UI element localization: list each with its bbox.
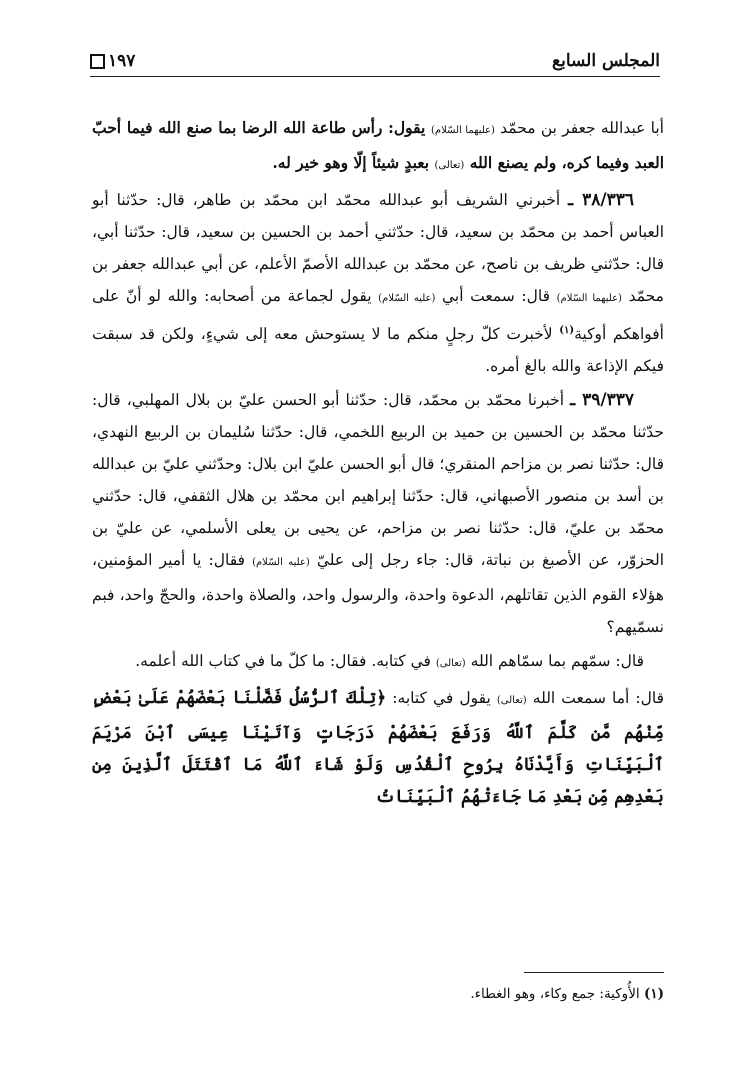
footnote-marker: (١) (643, 986, 664, 1002)
hadith-337: ٣٩/٣٣٧ ـ أخبرنا محمّد بن محمّد، قال: حدّثنا أبو الحسن عليّ بن بلال المهلبي، قال: حدّثنا محمّد بن الحسين بن حميد بن الربيع اللخمي، قال: حدّثنا سُليمان بن الربيع النهدي، قال: حدّثنا نصر بن مزاحم المنقري؛ قال أبو الحسن عليّ ابن بلال: وحدّثني عليّ بن عبدالله بن أسد بن منصور الأصبهاني، قال: حدّثنا إبراهيم ابن محمّد بن هلال الثقفي، قال: حدّثني محمّد بن عليّ، قال: حدّثنا نصر بن مزاحم، عن يحيى بن يعلى الأسلمي، عن عليّ بن الحزوّر، عن الأصبغ بن نباتة، قال: جاء رجل إلى عليّ (عليه السّلام) فقال: يا أمير المؤمنين، هؤلاء القوم الذين تقاتلهم، الدعوة واحدة، والرسول واحد، والصلاة واحدة، والحجّ واحد، فبم نسمّيهم؟ (92, 390, 665, 637)
footnote-divider (524, 972, 664, 973)
page-number: ١٩٧ (108, 51, 136, 71)
running-title: المجلس السابع (552, 51, 660, 71)
footnote-reference[interactable]: (١) (559, 325, 575, 336)
quran-verse: ﴿تِلْكَ ٱلرُّسُلُ فَضَّلْنَا بَعْضَهُمْ عَلَىٰ بَعْضٍ مِّنْهُم مَّن كَلَّمَ ٱللَّهُ وَرَفَعَ بَعْضَهُمْ دَرَجَاتٍ وَآتَيْنَا عِيسَى ٱبْنَ مَرْيَمَ ٱلْبَيِّنَاتِ وَأَيَّدْنَاهُ بِرُوحِ ٱلْقُدُسِ وَلَوْ شَاءَ ٱللَّهُ مَا ٱقْتَتَلَ ٱلَّذِينَ مِن بَعْدِهِم مِّن بَعْدِ مَا جَاءَتْهُمُ ٱلْبَيِّنَاتُ (92, 688, 664, 808)
hadith-336: ٣٨/٣٣٦ ـ أخبرني الشريف أبو عبدالله محمّد ابن محمّد بن طاهر، قال: حدّثنا أبو العباس أحمد بن محمّد بن سعيد، قال: حدّثني أحمد بن الحسين بن سعيد، قال: حدّثنا أبي، قال: حدّثني ظريف بن ناصح، عن محمّد بن عبدالله الأصمّ الأعلم، عن أبي عبدالله جعفر بن محمّد (عليهما السّلام) قال: سمعت أبي (عليه السّلام) يقول لجماعة من أصحابه: والله لو أنّ على أفواهكم أوكية$^{(١)}$ لأخبرت كلّ رجلٍ منكم ما لا يستوحش معه إلى شيءٍ، ولكن قد سبقت فيكم الإذاعة والله بالغ أمره. (92, 190, 664, 376)
honorific: (عليه السّلام) (252, 557, 310, 569)
paragraph-continuation: أبا عبدالله جعفر بن محمّد (عليهما السّلام) يقول: رأس طاعة الله الرضا بما صنع الله فيما أحبّ العبد وفيما كره، ولم يصنع الله (تعالى) بعبدٍ شيئاً إلّا وهو خير له. (92, 118, 664, 172)
hadith-number: ٣٩/٣٣٧ ـ (570, 390, 634, 411)
honorific: (عليه السّلام) (378, 293, 436, 304)
page-header (90, 46, 660, 77)
dialogue-line-quran: قال: أما سمعت الله (تعالى) يقول في كتابه: ﴿تِلْكَ ٱلرُّسُلُ فَضَّلْنَا بَعْضَهُمْ عَلَىٰ بَعْضٍ مِّنْهُم مَّن كَلَّمَ ٱللَّهُ وَرَفَعَ بَعْضَهُمْ دَرَجَاتٍ وَآتَيْنَا عِيسَى ٱبْنَ مَرْيَمَ ٱلْبَيِّنَاتِ وَأَيَّدْنَاهُ بِرُوحِ ٱلْقُدُسِ وَلَوْ شَاءَ ٱللَّهُ مَا ٱقْتَتَلَ ٱلَّذِينَ مِن بَعْدِهِم مِّن بَعْدِ مَا جَاءَتْهُمُ ٱلْبَيِّنَاتُ (92, 688, 664, 808)
honorific: (تعالى) (435, 658, 466, 670)
footnote (92, 986, 664, 1002)
honorific: (تعالى) (434, 160, 465, 171)
honorific: (عليهما السّلام) (430, 125, 495, 136)
honorific: (تعالى) (496, 695, 527, 707)
hadith-number: ٣٨/٣٣٦ ـ (568, 190, 634, 210)
footnote-text: الأُوكية: جمع وكاء، وهو الغطاء. (470, 986, 644, 1002)
page-number-block (90, 51, 135, 71)
honorific: (عليهما السّلام) (556, 293, 622, 304)
square-box-icon (90, 54, 105, 69)
dialogue-line: قال: سمّهم بما سمّاهم الله (تعالى) في كتابه. فقال: ما كلّ ما في كتاب الله أعلمه. (135, 652, 644, 671)
page-body (92, 112, 664, 815)
